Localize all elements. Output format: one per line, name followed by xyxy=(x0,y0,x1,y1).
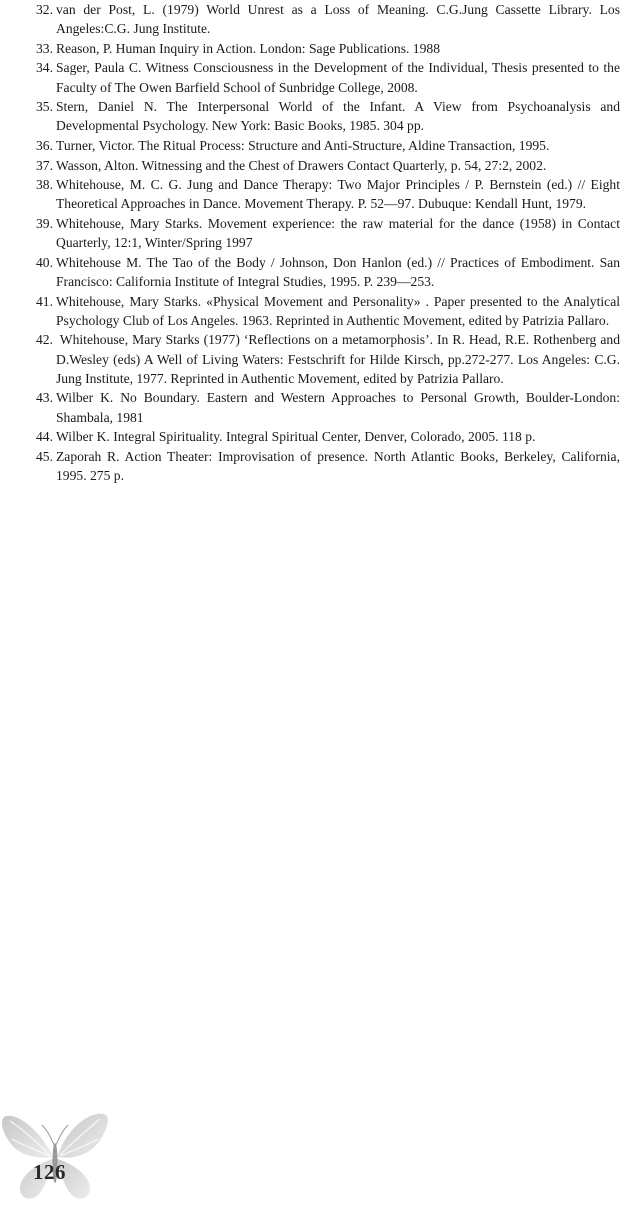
reference-number: 33. xyxy=(36,40,53,56)
reference-number: 41. xyxy=(36,293,53,309)
reference-text: Wilber K. Integral Spirituality. Integral Spiritual Center, Denver, Colorado, 2005. 118 p. xyxy=(56,429,536,445)
reference-item xyxy=(36,136,620,155)
reference-text: Wilber K. No Boundary. Eastern and Western Approaches to Personal Growth, Boulder-London: Shambala, 1981 xyxy=(56,390,620,425)
reference-text: Reason, P. Human Inquiry in Action. London: Sage Publications. 1988 xyxy=(56,40,440,56)
reference-text: Whitehouse, Mary Starks (1977) ‘Reflections on a metamorphosis’. In R. Head, R.E. Rothenberg and D.Wesley (eds) A Well of Living Waters: Festschrift for Hilde Kirsch, pp.272-277. Los Angeles: C.G. Jung Institute, 1977. Reprinted in Authentic Movement, edited by Patrizia Pallaro. xyxy=(56,332,620,386)
reference-number: 44. xyxy=(36,429,53,445)
reference-number: 40. xyxy=(36,254,53,270)
reference-item xyxy=(36,447,620,485)
page-footer xyxy=(0,1097,130,1207)
reference-item xyxy=(36,0,620,38)
reference-item xyxy=(36,292,620,330)
reference-item xyxy=(36,388,620,426)
reference-number: 38. xyxy=(36,177,53,193)
reference-number: 37. xyxy=(36,157,53,173)
reference-text: Sager, Paula C. Witness Consciousness in the Development of the Individual, Thesis presented to the Faculty of The Owen Barfield School of Sunbridge College, 2008. xyxy=(56,60,620,95)
reference-number: 35. xyxy=(36,99,53,115)
reference-text: Turner, Victor. The Ritual Process: Structure and Anti-Structure, Aldine Transaction, 1995. xyxy=(56,137,550,153)
reference-text: Whitehouse, Mary Starks. «Physical Movement and Personality» . Paper presented to the Analytical Psychology Club of Los Angeles. 1963. Reprinted in Authentic Movement, edited by Patrizia Pallaro. xyxy=(56,293,620,328)
reference-text: Zaporah R. Action Theater: Improvisation of presence. North Atlantic Books, Berkeley, California, 1995. 275 p. xyxy=(56,448,620,483)
reference-text: Wasson, Alton. Witnessing and the Chest of Drawers Contact Quarterly, p. 54, 27:2, 2002. xyxy=(56,157,547,173)
page-body xyxy=(36,0,620,486)
reference-text: Whitehouse, Mary Starks. Movement experience: the raw material for the dance (1958) in Contact Quarterly, 12:1, Winter/Spring 1997 xyxy=(56,215,620,251)
reference-text: Stern, Daniel N. The Interpersonal World of the Infant. A View from Psychoanalysis and Developmental Psychology. New York: Basic Books, 1985. 304 pp. xyxy=(56,99,620,134)
reference-number: 43. xyxy=(36,390,53,406)
reference-number: 39. xyxy=(36,215,53,231)
reference-item xyxy=(36,156,620,175)
reference-item xyxy=(36,58,620,96)
reference-number: 36. xyxy=(36,137,53,153)
reference-item xyxy=(36,253,620,291)
reference-number: 34. xyxy=(36,60,53,76)
reference-item xyxy=(36,175,620,213)
reference-item xyxy=(36,330,620,388)
reference-item xyxy=(36,39,620,58)
reference-number: 42. xyxy=(36,332,53,348)
reference-item xyxy=(36,214,620,252)
reference-list xyxy=(36,0,620,485)
reference-number: 45. xyxy=(36,448,53,464)
reference-number: 32. xyxy=(36,2,53,17)
reference-item xyxy=(36,97,620,135)
reference-text: Whitehouse M. The Tao of the Body / Johnson, Don Hanlon (ed.) // Practices of Embodiment. San Francisco: California Institute of Integral Studies, 1995. P. 239—253. xyxy=(56,254,620,289)
butterfly-icon xyxy=(0,1107,112,1207)
page-number: 126 xyxy=(33,1160,66,1184)
reference-text: Whitehouse, M. C. G. Jung and Dance Therapy: Two Major Principles / P. Bernstein (ed.) // Eight Theoretical Approaches in Dance. Movement Therapy. P. 52—97. Dubuque: Kendall Hunt, 1979. xyxy=(56,177,620,212)
reference-text: van der Post, L. (1979) World Unrest as a Loss of Meaning. C.G.Jung Cassette Library. Los Angeles:C.G. Jung Institute. xyxy=(56,2,620,37)
reference-item xyxy=(36,427,620,446)
